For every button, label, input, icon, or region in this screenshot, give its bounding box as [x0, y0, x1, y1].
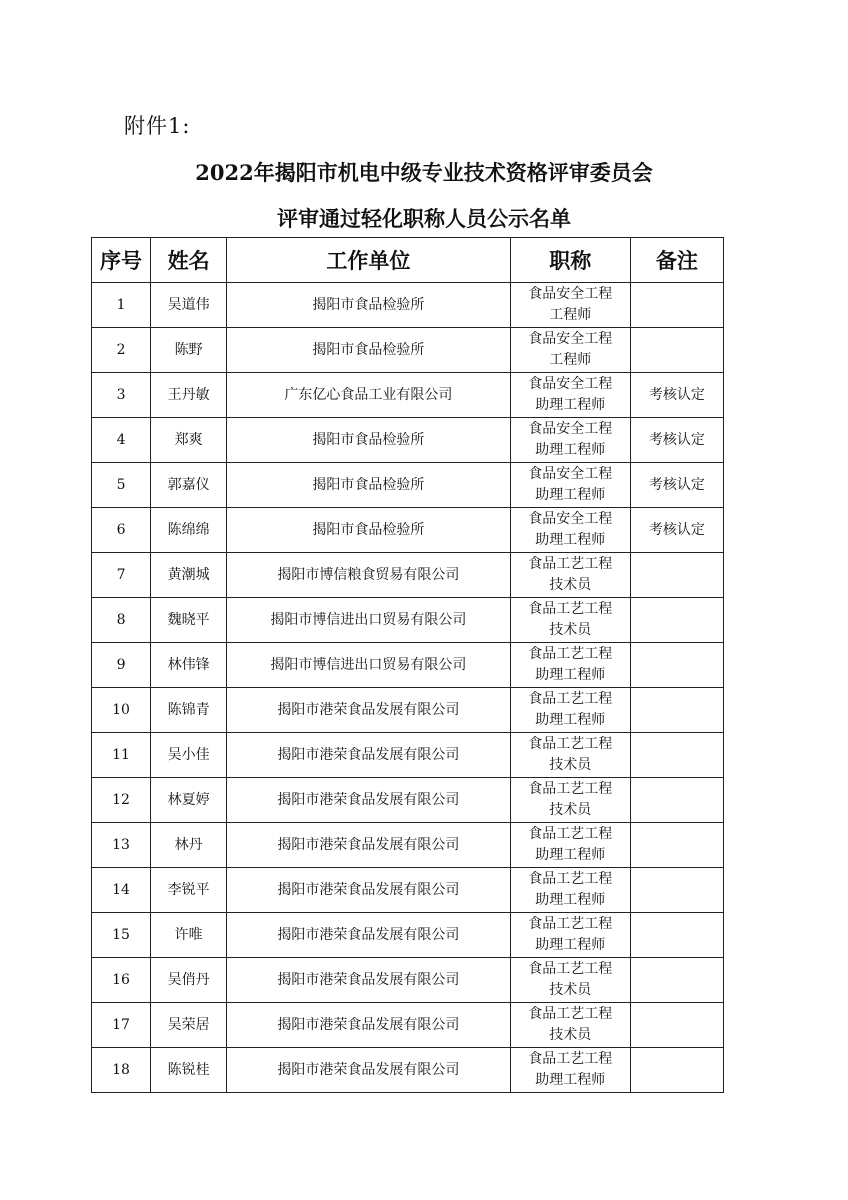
cell-name: 林伟锋	[151, 643, 227, 688]
cell-title-line1: 食品工艺工程	[528, 871, 613, 887]
cell-note	[630, 1048, 723, 1093]
cell-note	[630, 328, 723, 373]
cell-number: 12	[92, 778, 151, 823]
cell-number: 18	[92, 1048, 151, 1093]
cell-title-line2: 技术员	[549, 802, 592, 818]
cell-name: 陈锐桂	[151, 1048, 227, 1093]
cell-title	[510, 598, 630, 643]
cell-note: 考核认定	[630, 418, 723, 463]
document-title: 2022年揭阳市机电中级专业技术资格评审委员会	[195, 160, 653, 185]
cell-number: 17	[92, 1003, 151, 1048]
cell-organization: 揭阳市港荣食品发展有限公司	[227, 733, 510, 778]
cell-title	[510, 508, 630, 553]
cell-title-line2: 助理工程师	[535, 532, 606, 548]
cell-note	[630, 283, 723, 328]
table-row	[92, 328, 724, 373]
cell-title-line1: 食品工艺工程	[528, 826, 613, 842]
cell-name: 许唯	[151, 913, 227, 958]
cell-organization: 揭阳市港荣食品发展有限公司	[227, 1048, 510, 1093]
cell-title	[510, 1003, 630, 1048]
cell-name: 李锐平	[151, 868, 227, 913]
cell-organization: 揭阳市食品检验所	[227, 328, 510, 373]
cell-title-line1: 食品工艺工程	[528, 646, 613, 662]
cell-organization: 揭阳市港荣食品发展有限公司	[227, 868, 510, 913]
cell-organization: 揭阳市港荣食品发展有限公司	[227, 1003, 510, 1048]
cell-organization: 揭阳市港荣食品发展有限公司	[227, 913, 510, 958]
cell-title-line1: 食品安全工程	[528, 511, 613, 527]
cell-title-line1: 食品工艺工程	[528, 1006, 613, 1022]
cell-title-line2: 工程师	[549, 352, 592, 368]
table-row	[92, 868, 724, 913]
cell-organization: 揭阳市博信进出口贸易有限公司	[227, 643, 510, 688]
cell-name: 吴道伟	[151, 283, 227, 328]
cell-title	[510, 778, 630, 823]
cell-name: 陈绵绵	[151, 508, 227, 553]
cell-title-line1: 食品工艺工程	[528, 601, 613, 617]
cell-name: 魏晓平	[151, 598, 227, 643]
cell-title	[510, 553, 630, 598]
cell-title-line1: 食品工艺工程	[528, 736, 613, 752]
cell-title	[510, 373, 630, 418]
cell-title-line2: 技术员	[549, 757, 592, 773]
cell-name: 王丹敏	[151, 373, 227, 418]
cell-title-line2: 技术员	[549, 577, 592, 593]
cell-name: 吴荣居	[151, 1003, 227, 1048]
cell-title-line1: 食品安全工程	[528, 376, 613, 392]
cell-name: 郑爽	[151, 418, 227, 463]
cell-organization: 揭阳市港荣食品发展有限公司	[227, 778, 510, 823]
cell-title	[510, 418, 630, 463]
cell-title	[510, 958, 630, 1003]
cell-note	[630, 868, 723, 913]
cell-title-line2: 技术员	[549, 622, 592, 638]
cell-note: 考核认定	[630, 508, 723, 553]
cell-title-line1: 食品安全工程	[528, 466, 613, 482]
cell-title-line1: 食品工艺工程	[528, 556, 613, 572]
cell-title-line1: 食品安全工程	[528, 331, 613, 347]
cell-note	[630, 643, 723, 688]
table-row	[92, 688, 724, 733]
header-number: 序号	[92, 238, 151, 283]
table-row	[92, 733, 724, 778]
cell-name: 吴俏丹	[151, 958, 227, 1003]
cell-title-line2: 助理工程师	[535, 937, 606, 953]
table-row	[92, 1003, 724, 1048]
table-row	[92, 373, 724, 418]
cell-organization: 揭阳市博信粮食贸易有限公司	[227, 553, 510, 598]
header-organization: 工作单位	[227, 238, 510, 283]
cell-organization: 揭阳市博信进出口贸易有限公司	[227, 598, 510, 643]
cell-note: 考核认定	[630, 463, 723, 508]
table-row	[92, 823, 724, 868]
cell-title	[510, 1048, 630, 1093]
cell-title	[510, 733, 630, 778]
cell-number: 6	[92, 508, 151, 553]
table-row	[92, 463, 724, 508]
cell-title	[510, 643, 630, 688]
cell-number: 5	[92, 463, 151, 508]
personnel-table	[91, 237, 724, 1093]
cell-organization: 揭阳市食品检验所	[227, 418, 510, 463]
cell-title-line2: 助理工程师	[535, 442, 606, 458]
table-row	[92, 778, 724, 823]
cell-note	[630, 733, 723, 778]
cell-number: 1	[92, 283, 151, 328]
cell-title-line1: 食品工艺工程	[528, 916, 613, 932]
table-row	[92, 958, 724, 1003]
table-row	[92, 643, 724, 688]
cell-number: 9	[92, 643, 151, 688]
table-row	[92, 1048, 724, 1093]
cell-title-line2: 助理工程师	[535, 397, 606, 413]
cell-note	[630, 598, 723, 643]
cell-title-line2: 助理工程师	[535, 847, 606, 863]
cell-title	[510, 463, 630, 508]
table-row	[92, 913, 724, 958]
cell-title	[510, 283, 630, 328]
cell-title	[510, 688, 630, 733]
table-row	[92, 508, 724, 553]
cell-number: 3	[92, 373, 151, 418]
cell-name: 黄潮城	[151, 553, 227, 598]
cell-title-line1: 食品安全工程	[528, 421, 613, 437]
cell-number: 15	[92, 913, 151, 958]
document-subtitle: 评审通过轻化职称人员公示名单	[277, 206, 571, 231]
cell-organization: 揭阳市食品检验所	[227, 508, 510, 553]
table-row	[92, 553, 724, 598]
cell-number: 4	[92, 418, 151, 463]
cell-organization: 揭阳市港荣食品发展有限公司	[227, 958, 510, 1003]
cell-organization: 揭阳市食品检验所	[227, 283, 510, 328]
cell-note	[630, 553, 723, 598]
table-row	[92, 418, 724, 463]
cell-title	[510, 823, 630, 868]
cell-title-line2: 技术员	[549, 1027, 592, 1043]
cell-organization: 揭阳市港荣食品发展有限公司	[227, 823, 510, 868]
cell-number: 7	[92, 553, 151, 598]
table-row	[92, 283, 724, 328]
cell-note	[630, 823, 723, 868]
cell-title-line2: 助理工程师	[535, 892, 606, 908]
cell-name: 林夏婷	[151, 778, 227, 823]
cell-note	[630, 913, 723, 958]
cell-title-line2: 助理工程师	[535, 487, 606, 503]
cell-number: 16	[92, 958, 151, 1003]
table-row	[92, 598, 724, 643]
cell-name: 吴小佳	[151, 733, 227, 778]
cell-title-line1: 食品工艺工程	[528, 1051, 613, 1067]
cell-title-line1: 食品工艺工程	[528, 691, 613, 707]
cell-title-line2: 助理工程师	[535, 712, 606, 728]
cell-name: 陈野	[151, 328, 227, 373]
header-title: 职称	[510, 238, 630, 283]
header-note: 备注	[630, 238, 723, 283]
cell-title-line2: 工程师	[549, 307, 592, 323]
cell-title	[510, 868, 630, 913]
cell-name: 林丹	[151, 823, 227, 868]
cell-title-line2: 助理工程师	[535, 1072, 606, 1088]
cell-number: 10	[92, 688, 151, 733]
attachment-label: 附件1:	[124, 114, 191, 138]
cell-note	[630, 958, 723, 1003]
cell-organization: 揭阳市食品检验所	[227, 463, 510, 508]
cell-note	[630, 1003, 723, 1048]
cell-title-line1: 食品工艺工程	[528, 961, 613, 977]
cell-note: 考核认定	[630, 373, 723, 418]
table-body	[92, 283, 724, 1093]
cell-title-line1: 食品安全工程	[528, 286, 613, 302]
cell-number: 2	[92, 328, 151, 373]
cell-name: 郭嘉仪	[151, 463, 227, 508]
table-header-row	[92, 238, 724, 283]
header-name: 姓名	[151, 238, 227, 283]
cell-number: 11	[92, 733, 151, 778]
cell-organization: 广东亿心食品工业有限公司	[227, 373, 510, 418]
cell-note	[630, 688, 723, 733]
cell-title-line2: 技术员	[549, 982, 592, 998]
cell-title-line1: 食品工艺工程	[528, 781, 613, 797]
cell-number: 14	[92, 868, 151, 913]
cell-number: 8	[92, 598, 151, 643]
cell-title	[510, 328, 630, 373]
cell-title	[510, 913, 630, 958]
cell-organization: 揭阳市港荣食品发展有限公司	[227, 688, 510, 733]
cell-title-line2: 助理工程师	[535, 667, 606, 683]
cell-note	[630, 778, 723, 823]
cell-name: 陈锦青	[151, 688, 227, 733]
cell-number: 13	[92, 823, 151, 868]
